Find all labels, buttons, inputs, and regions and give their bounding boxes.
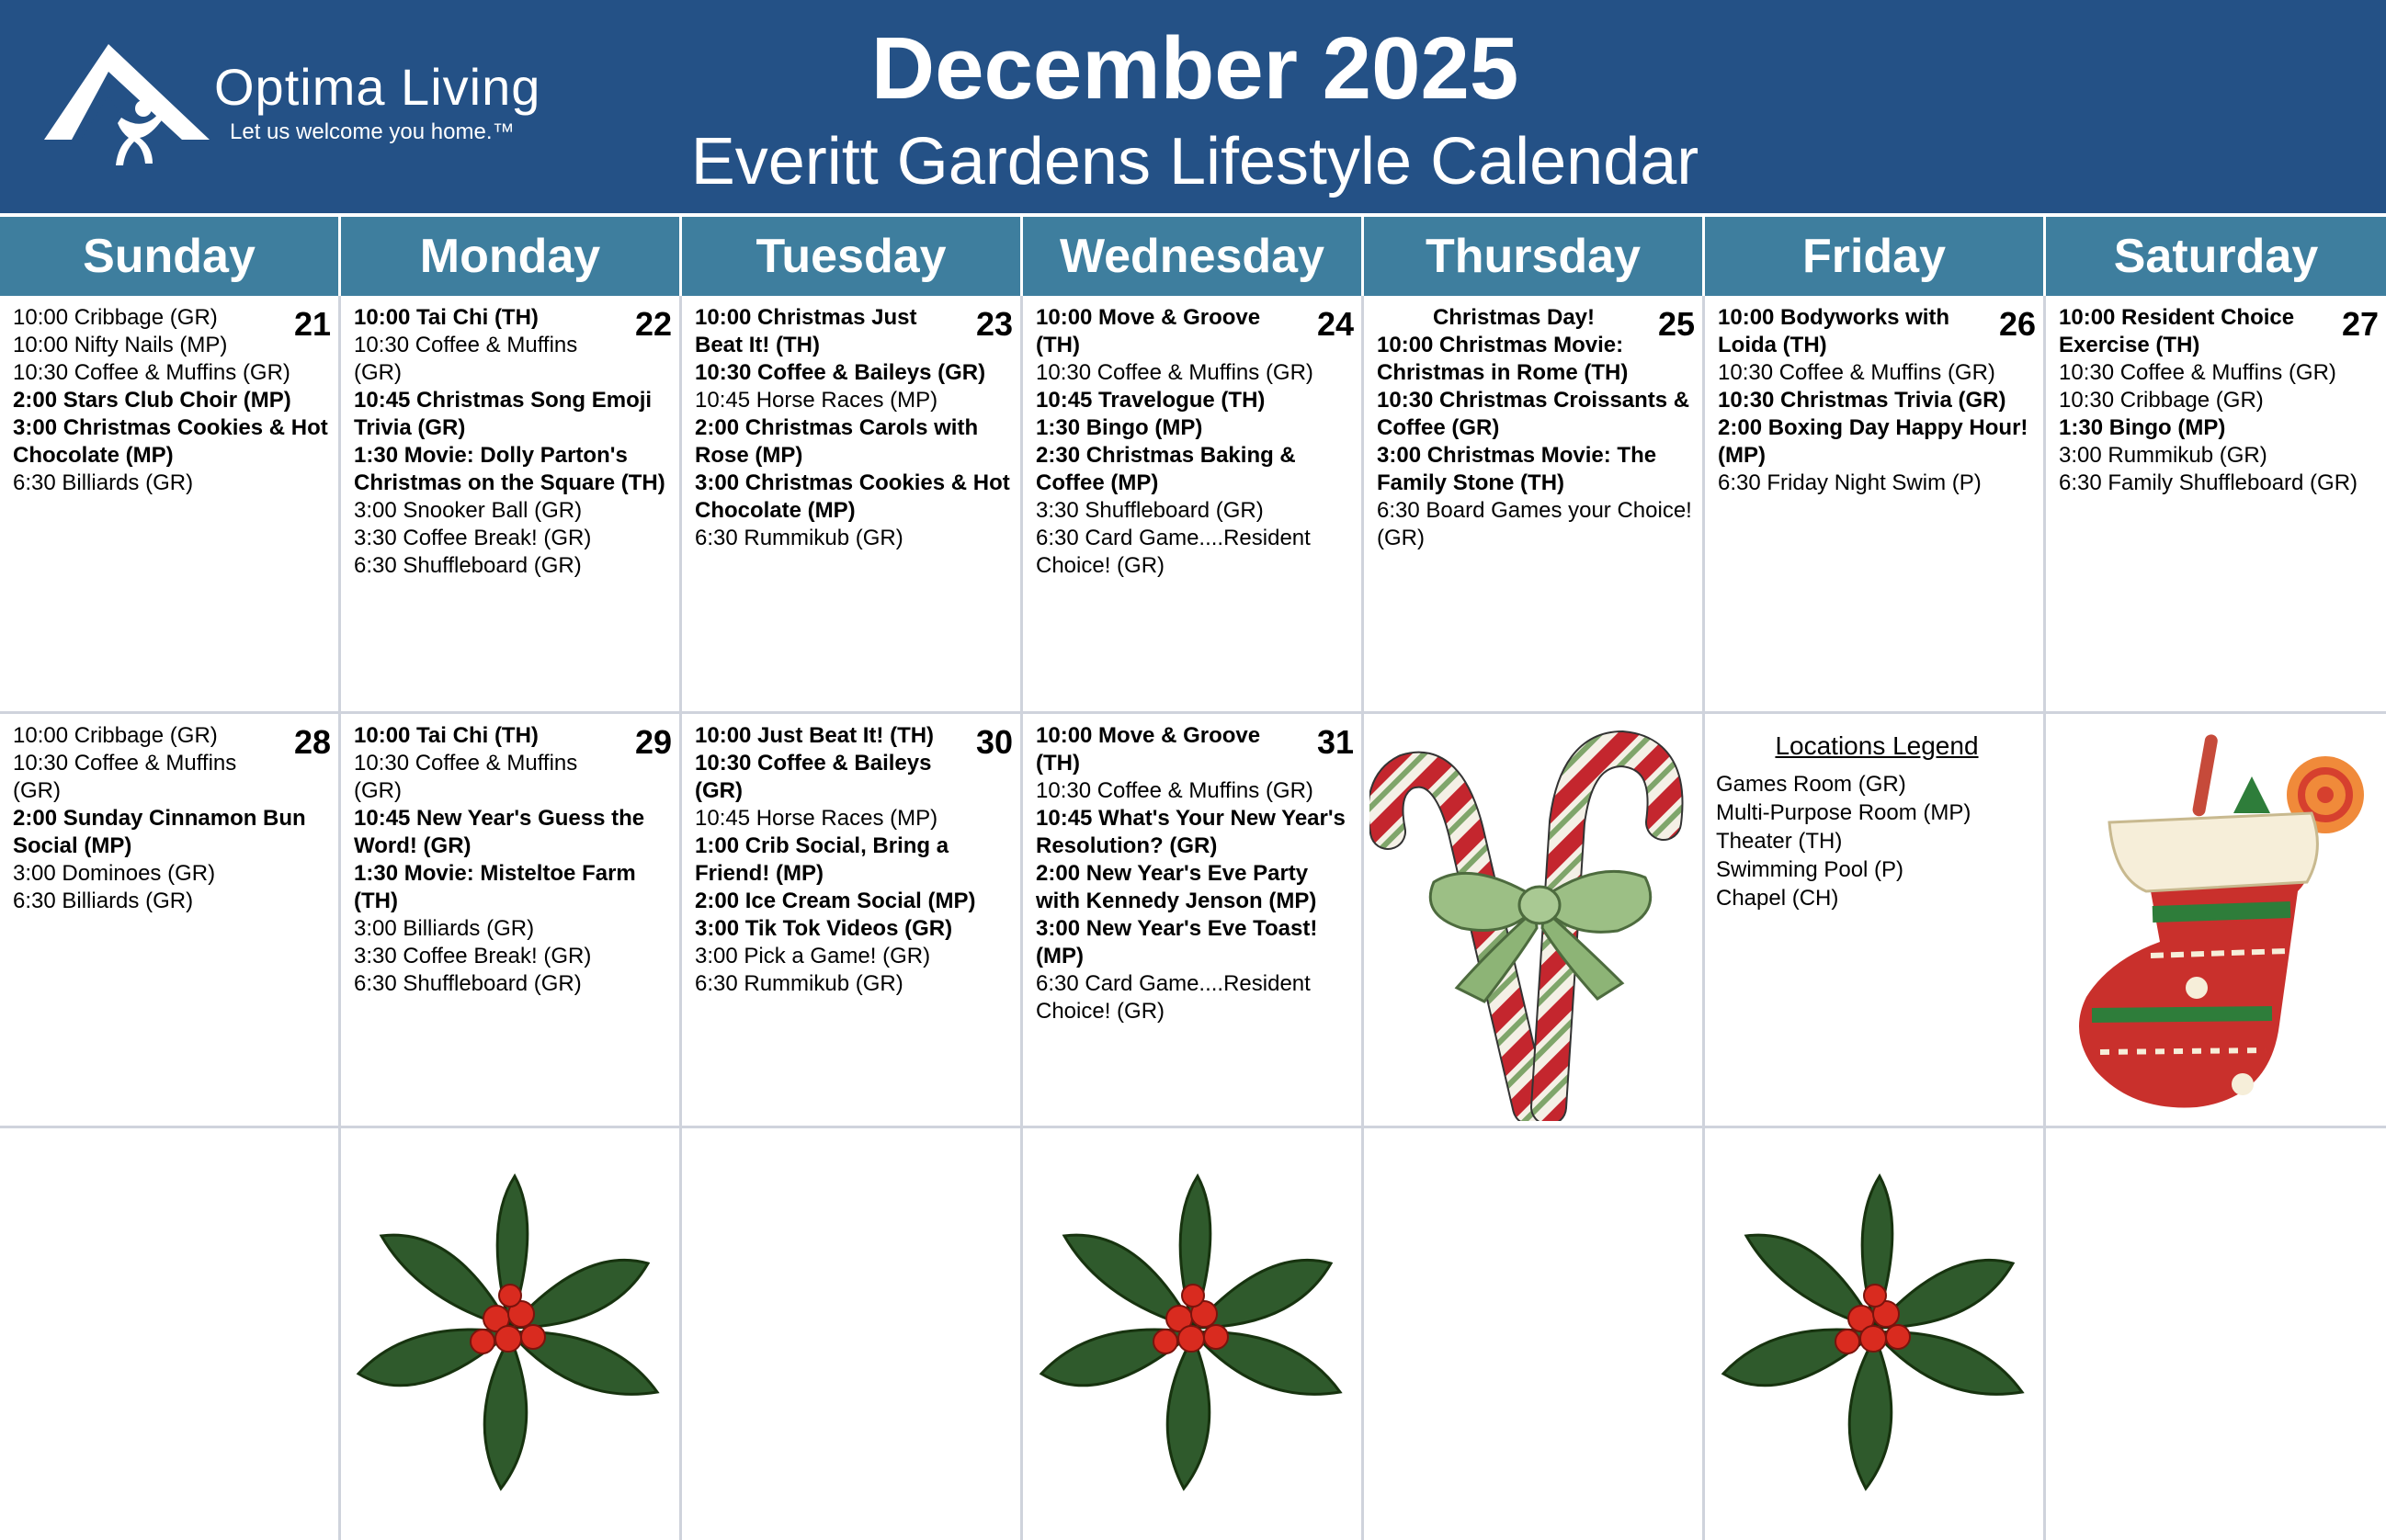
legend-item: Theater (TH): [1716, 829, 1843, 854]
event-item: 3:30 Coffee Break! (GR): [354, 526, 592, 550]
event-item: 1:30 Bingo (MP): [1036, 415, 1203, 440]
event-item: 10:30 Coffee & Muffins (GR): [2059, 360, 2336, 385]
event-item: 10:00 Just Beat It! (TH): [695, 723, 935, 748]
event-item: 10:00 Tai Chi (TH): [354, 723, 539, 748]
event-item: 10:30 Coffee & Muffins (GR): [354, 333, 578, 385]
event-item: 3:00 New Year's Eve Toast! (MP): [1036, 916, 1318, 968]
brand-name: Optima Living: [214, 58, 541, 116]
date-number: 23: [975, 305, 1013, 343]
event-item: 6:30 Board Games your Choice! (GR): [1377, 498, 1692, 550]
day-cell: [682, 296, 1020, 711]
day-cell: [1023, 714, 1361, 1126]
date-number: 24: [1316, 305, 1354, 343]
header-banner: [0, 0, 2386, 213]
event-item: 10:30 Coffee & Muffins (GR): [354, 751, 578, 803]
date-number: 30: [975, 723, 1013, 761]
day-cell: [1364, 296, 1702, 711]
event-item: 3:30 Coffee Break! (GR): [354, 944, 592, 968]
event-item: 2:00 Christmas Carols with Rose (MP): [695, 415, 979, 468]
day-cell: [1705, 296, 2043, 711]
event-item: 10:45 Christmas Song Emoji Trivia (GR): [354, 388, 653, 440]
event-item: 10:30 Coffee & Muffins (GR): [13, 751, 237, 803]
event-item: 3:30 Shuffleboard (GR): [1036, 498, 1264, 523]
event-item: 10:45 Horse Races (MP): [695, 806, 938, 831]
event-item: 6:30 Shuffleboard (GR): [354, 971, 582, 996]
page-subtitle: Everitt Gardens Lifestyle Calendar: [690, 125, 1699, 198]
event-item: 3:00 Christmas Cookies & Hot Chocolate (MP): [695, 470, 1010, 523]
event-item: 6:30 Rummikub (GR): [695, 526, 903, 550]
event-item: 10:45 New Year's Guess the Word! (GR): [354, 806, 645, 858]
holly-icon: [1028, 1172, 1358, 1493]
event-item: 10:30 Coffee & Muffins (GR): [1036, 778, 1313, 803]
candy-canes-icon: [1369, 721, 1696, 1121]
day-header-thursday: Thursday: [1364, 217, 1702, 296]
day-cell: [0, 714, 338, 1126]
event-item: 10:45 What's Your New Year's Resolution? (GR): [1036, 806, 1346, 858]
event-item: 10:00 Christmas Just Beat It! (TH): [695, 305, 917, 357]
event-item: 3:00 Rummikub (GR): [2059, 443, 2267, 468]
event-item: 10:00 Cribbage (GR): [13, 305, 218, 330]
legend-item: Swimming Pool (P): [1716, 857, 1904, 882]
event-item: 6:30 Rummikub (GR): [695, 971, 903, 996]
page-title: December 2025: [870, 19, 1519, 118]
event-item: 10:00 Bodyworks with Loida (TH): [1718, 305, 1950, 357]
locations-legend: [1705, 714, 2043, 1126]
event-item: 6:30 Billiards (GR): [13, 889, 194, 913]
day-header-sunday: Sunday: [0, 217, 338, 296]
event-item: 3:00 Billiards (GR): [354, 916, 535, 941]
holly-icon: [1710, 1172, 2040, 1493]
event-item: 10:30 Coffee & Muffins (GR): [13, 360, 290, 385]
event-item: 10:00 Christmas Movie: Christmas in Rome (TH): [1377, 333, 1629, 385]
day-cell: [682, 714, 1020, 1126]
event-item: 3:00 Snooker Ball (GR): [354, 498, 583, 523]
legend-title: Locations Legend: [1775, 731, 1979, 760]
day-header-monday: Monday: [341, 217, 679, 296]
event-item: 6:30 Billiards (GR): [13, 470, 194, 495]
day-header-saturday: Saturday: [2046, 217, 2386, 296]
event-item: 6:30 Family Shuffleboard (GR): [2059, 470, 2358, 495]
event-item: 10:30 Coffee & Baileys (GR): [695, 360, 986, 385]
event-item: 6:30 Shuffleboard (GR): [354, 553, 582, 578]
date-number: 29: [634, 723, 672, 761]
event-item: 10:30 Christmas Croissants & Coffee (GR): [1377, 388, 1690, 440]
legend-item: Chapel (CH): [1716, 886, 1839, 911]
date-number: 21: [293, 305, 331, 343]
event-item: 10:30 Coffee & Baileys (GR): [695, 751, 932, 803]
event-item: 3:00 Christmas Cookies & Hot Chocolate (MP): [13, 415, 328, 468]
event-item: 2:30 Christmas Baking & Coffee (MP): [1036, 443, 1296, 495]
event-item: 10:30 Coffee & Muffins (GR): [1036, 360, 1313, 385]
day-header-tuesday: Tuesday: [682, 217, 1020, 296]
event-item: 2:00 Sunday Cinnamon Bun Social (MP): [13, 806, 306, 858]
event-item: 1:30 Movie: Misteltoe Farm (TH): [354, 861, 636, 913]
event-item: 10:45 Travelogue (TH): [1036, 388, 1266, 413]
event-item: 6:30 Card Game....Resident Choice! (GR): [1036, 971, 1311, 1024]
event-item: Christmas Day!: [1432, 305, 1595, 330]
event-item: 3:00 Dominoes (GR): [13, 861, 216, 886]
legend-item: Multi-Purpose Room (MP): [1716, 800, 1971, 825]
event-item: 10:00 Move & Groove (TH): [1036, 305, 1261, 357]
holly-icon: [345, 1172, 676, 1493]
date-number: 27: [2341, 305, 2379, 343]
day-cell: [1023, 296, 1361, 711]
event-item: 6:30 Card Game....Resident Choice! (GR): [1036, 526, 1311, 578]
event-item: 2:00 Ice Cream Social (MP): [695, 889, 976, 913]
event-item: 10:00 Resident Choice Exercise (TH): [2059, 305, 2295, 357]
brand-tagline: Let us welcome you home.™: [230, 119, 515, 144]
event-item: 3:00 Pick a Game! (GR): [695, 944, 931, 968]
date-number: 26: [1998, 305, 2036, 343]
event-item: 10:30 Coffee & Muffins (GR): [1718, 360, 1995, 385]
day-cell: [0, 296, 338, 711]
date-number: 31: [1316, 723, 1354, 761]
event-item: 10:30 Christmas Trivia (GR): [1718, 388, 2006, 413]
event-item: 10:00 Nifty Nails (MP): [13, 333, 228, 357]
legend-item: Games Room (GR): [1716, 772, 1906, 797]
day-cell: [341, 714, 679, 1126]
event-item: 10:30 Cribbage (GR): [2059, 388, 2264, 413]
event-item: 1:30 Bingo (MP): [2059, 415, 2226, 440]
day-cell: [2046, 296, 2386, 711]
event-item: 6:30 Friday Night Swim (P): [1718, 470, 1982, 495]
event-item: 10:00 Cribbage (GR): [13, 723, 218, 748]
event-item: 3:00 Christmas Movie: The Family Stone (TH): [1377, 443, 1657, 495]
event-item: 10:45 Horse Races (MP): [695, 388, 938, 413]
event-item: 10:00 Move & Groove (TH): [1036, 723, 1261, 776]
date-number: 25: [1657, 305, 1695, 343]
date-number: 28: [293, 723, 331, 761]
day-cell: [341, 296, 679, 711]
event-item: 10:00 Tai Chi (TH): [354, 305, 539, 330]
christmas-stocking-icon: [2059, 721, 2376, 1116]
house-person-logo-icon: [44, 44, 210, 173]
day-header-wednesday: Wednesday: [1023, 217, 1361, 296]
day-header-friday: Friday: [1705, 217, 2043, 296]
event-item: 2:00 New Year's Eve Party with Kennedy Jenson (MP): [1036, 861, 1317, 913]
event-item: 3:00 Tik Tok Videos (GR): [695, 916, 953, 941]
event-item: 2:00 Stars Club Choir (MP): [13, 388, 291, 413]
grid-divider: [0, 1126, 2386, 1128]
event-item: 1:30 Movie: Dolly Parton's Christmas on the Square (TH): [354, 443, 665, 495]
event-item: 2:00 Boxing Day Happy Hour! (MP): [1718, 415, 2028, 468]
event-item: 1:00 Crib Social, Bring a Friend! (MP): [695, 833, 949, 886]
date-number: 22: [634, 305, 672, 343]
